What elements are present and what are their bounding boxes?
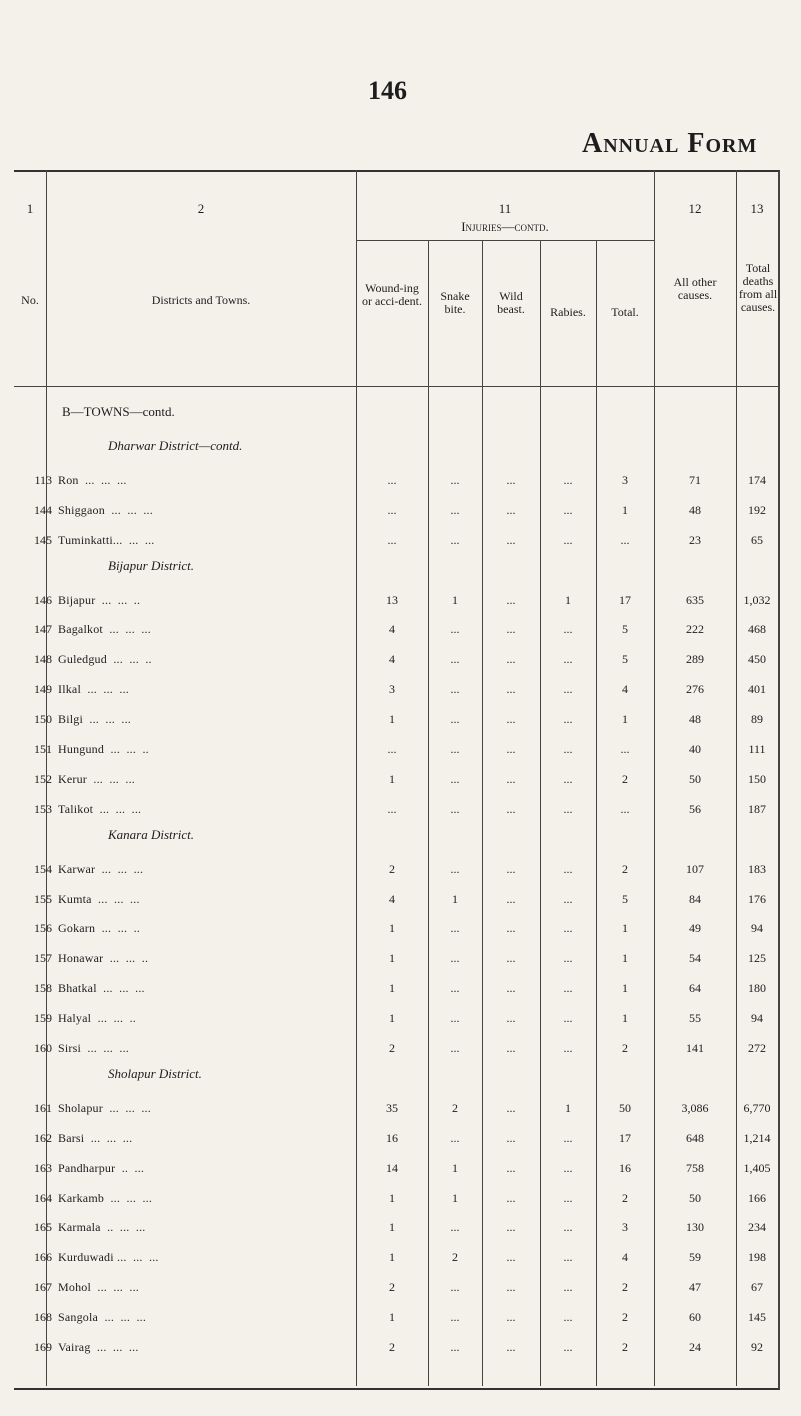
injuries-total-value: 16	[619, 1160, 631, 1175]
other-causes-value: 56	[689, 801, 701, 816]
table-row	[0, 802, 801, 822]
page-number: 146	[368, 76, 407, 105]
wild-beast-value: ...	[506, 891, 516, 906]
other-causes-value: 3,086	[681, 1100, 709, 1115]
colnum-2: 2	[197, 201, 205, 216]
rabies-value: ...	[563, 861, 573, 876]
other-causes-value: 107	[686, 861, 704, 876]
all-causes-value: 150	[748, 771, 766, 786]
snake-bite-value: ...	[450, 981, 460, 996]
table-row	[0, 951, 801, 971]
row-number: 146	[34, 592, 52, 607]
injuries-total-value: 3	[622, 472, 628, 487]
town-name: Shiggaon ... ... ...	[58, 502, 153, 517]
rabies-value: ...	[563, 891, 573, 906]
wounding-value: 3	[389, 682, 395, 697]
row-number: 147	[34, 622, 52, 637]
snake-bite-value: ...	[450, 1220, 460, 1235]
wild-beast-value: ...	[506, 742, 516, 756]
town-name: Karwar ... ... ...	[58, 861, 144, 876]
all-causes-value: 174	[748, 472, 766, 487]
wounding-value: 16	[386, 1130, 398, 1145]
table-row	[0, 712, 801, 732]
row-number: 166	[34, 1250, 52, 1265]
all-causes-value: 183	[748, 861, 766, 876]
injuries-total-value: 2	[622, 1340, 628, 1354]
injuries-total-value: 5	[622, 891, 628, 906]
other-causes-value: 40	[689, 742, 701, 756]
town-name: Halyal ... ... ..	[58, 1011, 136, 1026]
town-name: Karmala .. ... ...	[58, 1220, 146, 1235]
other-causes-value: 222	[686, 622, 704, 637]
wounding-value: 2	[389, 1280, 395, 1295]
wild-beast-value: ...	[506, 1280, 516, 1295]
all-causes-value: 192	[748, 502, 766, 517]
group-title: Injuries—contd.	[461, 219, 549, 234]
town-name: Bilgi ... ... ...	[58, 712, 132, 727]
rabies-value: ...	[563, 1280, 573, 1295]
table-row	[0, 862, 801, 882]
all-causes-value: 234	[748, 1220, 766, 1235]
snake-bite-value: ...	[450, 921, 460, 936]
rabies-value: ...	[563, 1340, 573, 1354]
snake-bite-value: ...	[450, 1340, 460, 1354]
table-row	[0, 1191, 801, 1211]
section-title: B—TOWNS—contd.	[62, 404, 175, 419]
injuries-total-value: 1	[622, 712, 628, 727]
injuries-total-value: 2	[622, 1190, 628, 1205]
rabies-value: ...	[563, 1011, 573, 1026]
snake-bite-value: ...	[450, 861, 460, 876]
injuries-total-value: 4	[622, 1250, 628, 1265]
snake-bite-value: 1	[452, 592, 458, 607]
table-row	[0, 503, 801, 523]
snake-bite-value: ...	[450, 1041, 460, 1055]
wild-beast-value: ...	[506, 801, 516, 816]
snake-bite-value: ...	[450, 712, 460, 727]
snake-bite-value: ...	[450, 951, 460, 966]
other-causes-value: 635	[686, 592, 704, 607]
rabies-value: ...	[563, 652, 573, 667]
other-causes-value: 59	[689, 1250, 701, 1265]
town-name: Sirsi ... ... ...	[58, 1041, 130, 1055]
district-heading: Bijapur District.	[108, 557, 194, 573]
all-causes-value: 92	[751, 1340, 763, 1354]
wounding-value: ...	[387, 801, 397, 816]
table-row	[0, 921, 801, 941]
row-number: 150	[34, 712, 52, 727]
wild-beast-value: ...	[506, 1011, 516, 1026]
all-causes-value: 94	[751, 921, 763, 936]
row-number: 162	[34, 1130, 52, 1145]
rabies-value: ...	[563, 502, 573, 517]
other-causes-value: 23	[689, 532, 701, 547]
rabies-value: ...	[563, 1190, 573, 1205]
wounding-value: ...	[387, 742, 397, 756]
wounding-value: ...	[387, 532, 397, 547]
row-number: 161	[34, 1100, 52, 1115]
snake-bite-value: 1	[452, 891, 458, 906]
rabies-value: ...	[563, 1250, 573, 1265]
row-number: 167	[34, 1280, 52, 1295]
injuries-total-value: 2	[622, 1280, 628, 1295]
other-causes-value: 60	[689, 1310, 701, 1325]
wounding-value: 1	[389, 1250, 395, 1265]
wild-beast-value: ...	[506, 712, 516, 727]
other-causes-value: 141	[686, 1041, 704, 1055]
table-row	[0, 1250, 801, 1270]
table-row	[0, 1101, 801, 1121]
row-number: 144	[34, 502, 52, 517]
table-row	[0, 593, 801, 613]
other-causes-value: 55	[689, 1011, 701, 1026]
other-causes-value: 71	[689, 472, 701, 487]
district-heading: Sholapur District.	[108, 1065, 202, 1081]
district-heading: Dharwar District—contd.	[108, 438, 243, 453]
snake-bite-value: ...	[450, 532, 460, 547]
town-name: Ron ... ... ...	[58, 472, 127, 487]
row-number: 165	[34, 1220, 52, 1235]
injuries-total-value: 2	[622, 1310, 628, 1325]
snake-bite-value: ...	[450, 472, 460, 487]
all-causes-value: 180	[748, 981, 766, 996]
wild-beast-value: ...	[506, 1220, 516, 1235]
town-name: Kurduwadi ... ... ...	[58, 1250, 159, 1265]
wild-beast-value: ...	[506, 1160, 516, 1175]
row-number: 158	[34, 981, 52, 996]
snake-bite-value: ...	[450, 801, 460, 816]
all-causes-value: 6,770	[743, 1100, 771, 1115]
injuries-total-value: 4	[622, 682, 628, 697]
snake-bite-value: ...	[450, 652, 460, 667]
rabies-value: 1	[565, 1100, 571, 1115]
table-row	[0, 981, 801, 1001]
wild-beast-value: ...	[506, 861, 516, 876]
all-causes-value: 111	[748, 742, 766, 756]
other-causes-value: 758	[686, 1160, 704, 1175]
snake-bite-value: ...	[450, 1130, 460, 1145]
other-causes-value: 64	[689, 981, 701, 996]
injuries-total-value: 17	[619, 592, 631, 607]
colnum-12: 12	[688, 201, 702, 216]
rabies-value: ...	[563, 682, 573, 697]
rabies-value: ...	[563, 1041, 573, 1055]
snake-bite-value: ...	[450, 1280, 460, 1295]
town-name: Barsi ... ... ...	[58, 1130, 133, 1145]
rabies-value: ...	[563, 981, 573, 996]
wild-beast-value: ...	[506, 771, 516, 786]
row-number: 149	[34, 682, 52, 697]
rabies-value: ...	[563, 472, 573, 487]
injuries-total-value: 1	[622, 981, 628, 996]
all-causes-value: 468	[748, 622, 766, 637]
injuries-total-value: 17	[619, 1130, 631, 1145]
wounding-value: 1	[389, 1220, 395, 1235]
town-name: Kerur ... ... ...	[58, 771, 135, 786]
wild-beast-value: ...	[506, 502, 516, 517]
town-name: Bagalkot ... ... ...	[58, 622, 151, 637]
group-rule	[356, 240, 654, 241]
row-number: 154	[34, 861, 52, 876]
table-row	[0, 1280, 801, 1300]
rabies-value: ...	[563, 712, 573, 727]
rabies-value: 1	[565, 592, 571, 607]
town-name: Talikot ... ... ...	[58, 801, 142, 816]
injuries-total-value: 1	[622, 502, 628, 517]
town-name: Bhatkal ... ... ...	[58, 981, 145, 996]
table-row	[0, 1161, 801, 1181]
table-row	[0, 772, 801, 792]
town-name: Karkamb ... ... ...	[58, 1190, 153, 1205]
rabies-value: ...	[563, 1220, 573, 1235]
all-causes-value: 166	[748, 1190, 766, 1205]
town-name: Pandharpur .. ...	[58, 1160, 145, 1175]
all-causes-value: 67	[751, 1280, 763, 1295]
wounding-value: 2	[389, 1340, 395, 1354]
wild-beast-value: ...	[506, 1250, 516, 1265]
table-row	[0, 1340, 801, 1360]
header-wounding: Wound-ing or acci-dent.	[362, 281, 422, 308]
snake-bite-value: ...	[450, 622, 460, 637]
row-number: 169	[34, 1340, 52, 1354]
table-row	[0, 473, 801, 493]
snake-bite-value: 1	[452, 1160, 458, 1175]
wounding-value: ...	[387, 472, 397, 487]
injuries-total-value: ...	[620, 742, 630, 756]
other-causes-value: 648	[686, 1130, 704, 1145]
colnum-1: 1	[26, 201, 34, 216]
wild-beast-value: ...	[506, 532, 516, 547]
rabies-value: ...	[563, 921, 573, 936]
wild-beast-value: ...	[506, 622, 516, 637]
all-causes-value: 450	[748, 652, 766, 667]
row-number: 163	[34, 1160, 52, 1175]
snake-bite-value: ...	[450, 502, 460, 517]
other-causes-value: 289	[686, 652, 704, 667]
header-wild: Wild beast.	[497, 289, 525, 316]
town-name: Kumta ... ... ...	[58, 891, 140, 906]
other-causes-value: 84	[689, 891, 701, 906]
wounding-value: 1	[389, 1310, 395, 1325]
table-row	[0, 1041, 801, 1061]
wild-beast-value: ...	[506, 1130, 516, 1145]
wounding-value: 1	[389, 951, 395, 966]
row-number: 168	[34, 1310, 52, 1325]
row-number: 156	[34, 921, 52, 936]
form-title: Annual Form	[582, 128, 758, 159]
row-number: 113	[34, 472, 52, 487]
wounding-value: 4	[389, 622, 395, 637]
other-causes-value: 48	[689, 712, 701, 727]
district-heading: Kanara District.	[108, 826, 194, 842]
wounding-value: 1	[389, 712, 395, 727]
table-row	[0, 622, 801, 642]
town-name: Honawar ... ... ..	[58, 951, 149, 966]
colnum-11: 11	[498, 201, 512, 216]
snake-bite-value: 2	[452, 1100, 458, 1115]
wild-beast-value: ...	[506, 981, 516, 996]
injuries-total-value: ...	[620, 532, 630, 547]
town-name: Mohol ... ... ...	[58, 1280, 140, 1295]
table-row	[0, 682, 801, 702]
table-row	[0, 892, 801, 912]
wild-beast-value: ...	[506, 682, 516, 697]
other-causes-value: 47	[689, 1280, 701, 1295]
town-name: Sangola ... ... ...	[58, 1310, 147, 1325]
header-rabies: Rabies.	[550, 305, 586, 319]
town-name: Guledgud ... ... ..	[58, 652, 152, 667]
header-districts: Districts and Towns.	[151, 293, 251, 307]
injuries-total-value: 1	[622, 951, 628, 966]
wounding-value: ...	[387, 502, 397, 517]
all-causes-value: 1,405	[743, 1160, 771, 1175]
other-causes-value: 50	[689, 1190, 701, 1205]
all-causes-value: 94	[751, 1011, 763, 1026]
all-causes-value: 1,214	[743, 1130, 771, 1145]
wild-beast-value: ...	[506, 1041, 516, 1055]
row-number: 160	[34, 1041, 52, 1055]
town-name: Vairag ... ... ...	[58, 1340, 139, 1354]
header-all: Total deaths from all causes.	[738, 261, 778, 314]
table-row	[0, 1310, 801, 1330]
row-number: 145	[34, 532, 52, 547]
wounding-value: 1	[389, 1011, 395, 1026]
wild-beast-value: ...	[506, 921, 516, 936]
wild-beast-value: ...	[506, 592, 516, 607]
wild-beast-value: ...	[506, 472, 516, 487]
wild-beast-value: ...	[506, 951, 516, 966]
wounding-value: 1	[389, 921, 395, 936]
rabies-value: ...	[563, 801, 573, 816]
other-causes-value: 276	[686, 682, 704, 697]
rabies-value: ...	[563, 742, 573, 756]
all-causes-value: 187	[748, 801, 766, 816]
town-name: Hungund ... ... ..	[58, 742, 149, 756]
all-causes-value: 176	[748, 891, 766, 906]
table-row	[0, 652, 801, 672]
table-row	[0, 1131, 801, 1151]
wounding-value: 1	[389, 771, 395, 786]
all-causes-value: 89	[751, 712, 763, 727]
injuries-total-value: 1	[622, 921, 628, 936]
wounding-value: 4	[389, 652, 395, 667]
wounding-value: 4	[389, 891, 395, 906]
table-row	[0, 742, 801, 762]
wounding-value: 1	[389, 1190, 395, 1205]
rabies-value: ...	[563, 532, 573, 547]
other-causes-value: 50	[689, 771, 701, 786]
all-causes-value: 272	[748, 1041, 766, 1055]
other-causes-value: 24	[689, 1340, 701, 1354]
all-causes-value: 65	[751, 532, 763, 547]
row-number: 153	[34, 801, 52, 816]
table-row	[0, 1220, 801, 1240]
header-rule	[14, 386, 780, 387]
injuries-total-value: 2	[622, 1041, 628, 1055]
rabies-value: ...	[563, 1130, 573, 1145]
injuries-total-value: ...	[620, 801, 630, 816]
wounding-value: 2	[389, 1041, 395, 1055]
all-causes-value: 145	[748, 1310, 766, 1325]
row-number: 155	[34, 891, 52, 906]
snake-bite-value: 1	[452, 1190, 458, 1205]
town-name: Gokarn ... ... ..	[58, 921, 140, 936]
wild-beast-value: ...	[506, 1190, 516, 1205]
rabies-value: ...	[563, 1310, 573, 1325]
row-number: 164	[34, 1190, 52, 1205]
injuries-total-value: 5	[622, 622, 628, 637]
wounding-value: 13	[386, 592, 398, 607]
rabies-value: ...	[563, 771, 573, 786]
injuries-total-value: 2	[622, 771, 628, 786]
other-causes-value: 54	[689, 951, 701, 966]
injuries-total-value: 2	[622, 861, 628, 876]
snake-bite-value: ...	[450, 771, 460, 786]
rabies-value: ...	[563, 1160, 573, 1175]
town-name: Bijapur ... ... ..	[58, 592, 141, 607]
town-name: Sholapur ... ... ...	[58, 1100, 151, 1115]
header-snake: Snake bite.	[440, 289, 470, 316]
snake-bite-value: ...	[450, 682, 460, 697]
injuries-total-value: 5	[622, 652, 628, 667]
injuries-total-value: 50	[619, 1100, 631, 1115]
all-causes-value: 125	[748, 951, 766, 966]
town-name: Tuminkatti... ... ...	[58, 532, 155, 547]
snake-bite-value: ...	[450, 1310, 460, 1325]
other-causes-value: 48	[689, 502, 701, 517]
all-causes-value: 401	[748, 682, 766, 697]
snake-bite-value: ...	[450, 1011, 460, 1026]
wounding-value: 1	[389, 981, 395, 996]
other-causes-value: 49	[689, 921, 701, 936]
header-total: Total.	[611, 305, 639, 319]
all-causes-value: 198	[748, 1250, 766, 1265]
row-number: 152	[34, 771, 52, 786]
row-number: 151	[34, 742, 52, 756]
wild-beast-value: ...	[506, 1100, 516, 1115]
other-causes-value: 130	[686, 1220, 704, 1235]
header-no: No.	[21, 293, 39, 307]
snake-bite-value: ...	[450, 742, 460, 756]
wounding-value: 14	[386, 1160, 398, 1175]
table-row	[0, 533, 801, 553]
all-causes-value: 1,032	[743, 592, 771, 607]
wounding-value: 35	[386, 1100, 398, 1115]
injuries-total-value: 3	[622, 1220, 628, 1235]
header-other: All other causes.	[673, 275, 717, 302]
wild-beast-value: ...	[506, 1340, 516, 1354]
row-number: 157	[34, 951, 52, 966]
wounding-value: 2	[389, 861, 395, 876]
wild-beast-value: ...	[506, 652, 516, 667]
table-row	[0, 1011, 801, 1031]
injuries-total-value: 1	[622, 1011, 628, 1026]
rabies-value: ...	[563, 951, 573, 966]
rabies-value: ...	[563, 622, 573, 637]
town-name: Ilkal ... ... ...	[58, 682, 129, 697]
row-number: 159	[34, 1011, 52, 1026]
snake-bite-value: 2	[452, 1250, 458, 1265]
colnum-13: 13	[750, 201, 764, 216]
row-number: 148	[34, 652, 52, 667]
wild-beast-value: ...	[506, 1310, 516, 1325]
